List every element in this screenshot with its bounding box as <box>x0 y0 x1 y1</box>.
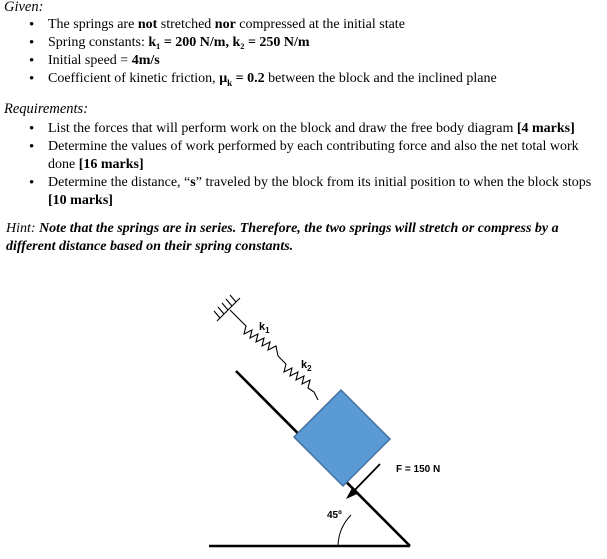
list-item: • The springs are not stretched nor compressed at the initial state <box>0 16 593 34</box>
block <box>294 390 390 486</box>
list-item: • Determine the values of work performed by each contributing force and also the net total work done [16 marks] <box>0 138 593 174</box>
angle-label: 45º <box>327 510 342 521</box>
list-item: • Spring constants: k₁ = 200 N/m, k₂ = 250 N/m <box>0 34 593 52</box>
list-item: • Initial speed = 4m/s <box>0 52 593 70</box>
hint-text: Note that the springs are in series. Therefore, the two springs will stretch or compress by a different distance based on their spring constants. <box>6 221 559 254</box>
spring-1-label: $k_1$ <box>259 321 270 335</box>
spring-connector <box>278 356 286 364</box>
spring-1 <box>230 310 278 356</box>
list-item: • List the forces that will perform work on the block and draw the free body diagram [4 marks] <box>0 120 593 138</box>
hint-label: Hint: <box>6 221 40 236</box>
requirements-heading: Requirements: <box>4 101 89 117</box>
list-item: • Determine the distance, “s” traveled by the block from its initial position to when the block stops [10 marks] <box>0 174 593 210</box>
given-heading: Given: <box>4 0 44 15</box>
spring-2-label: $k_2$ <box>301 359 312 373</box>
force-label: F = 150 N <box>396 464 441 475</box>
list-item: • Coefficient of kinetic friction, $\mu_k = 0.2$ between the block and the inclined plane <box>0 70 593 92</box>
wall-support <box>214 295 240 321</box>
